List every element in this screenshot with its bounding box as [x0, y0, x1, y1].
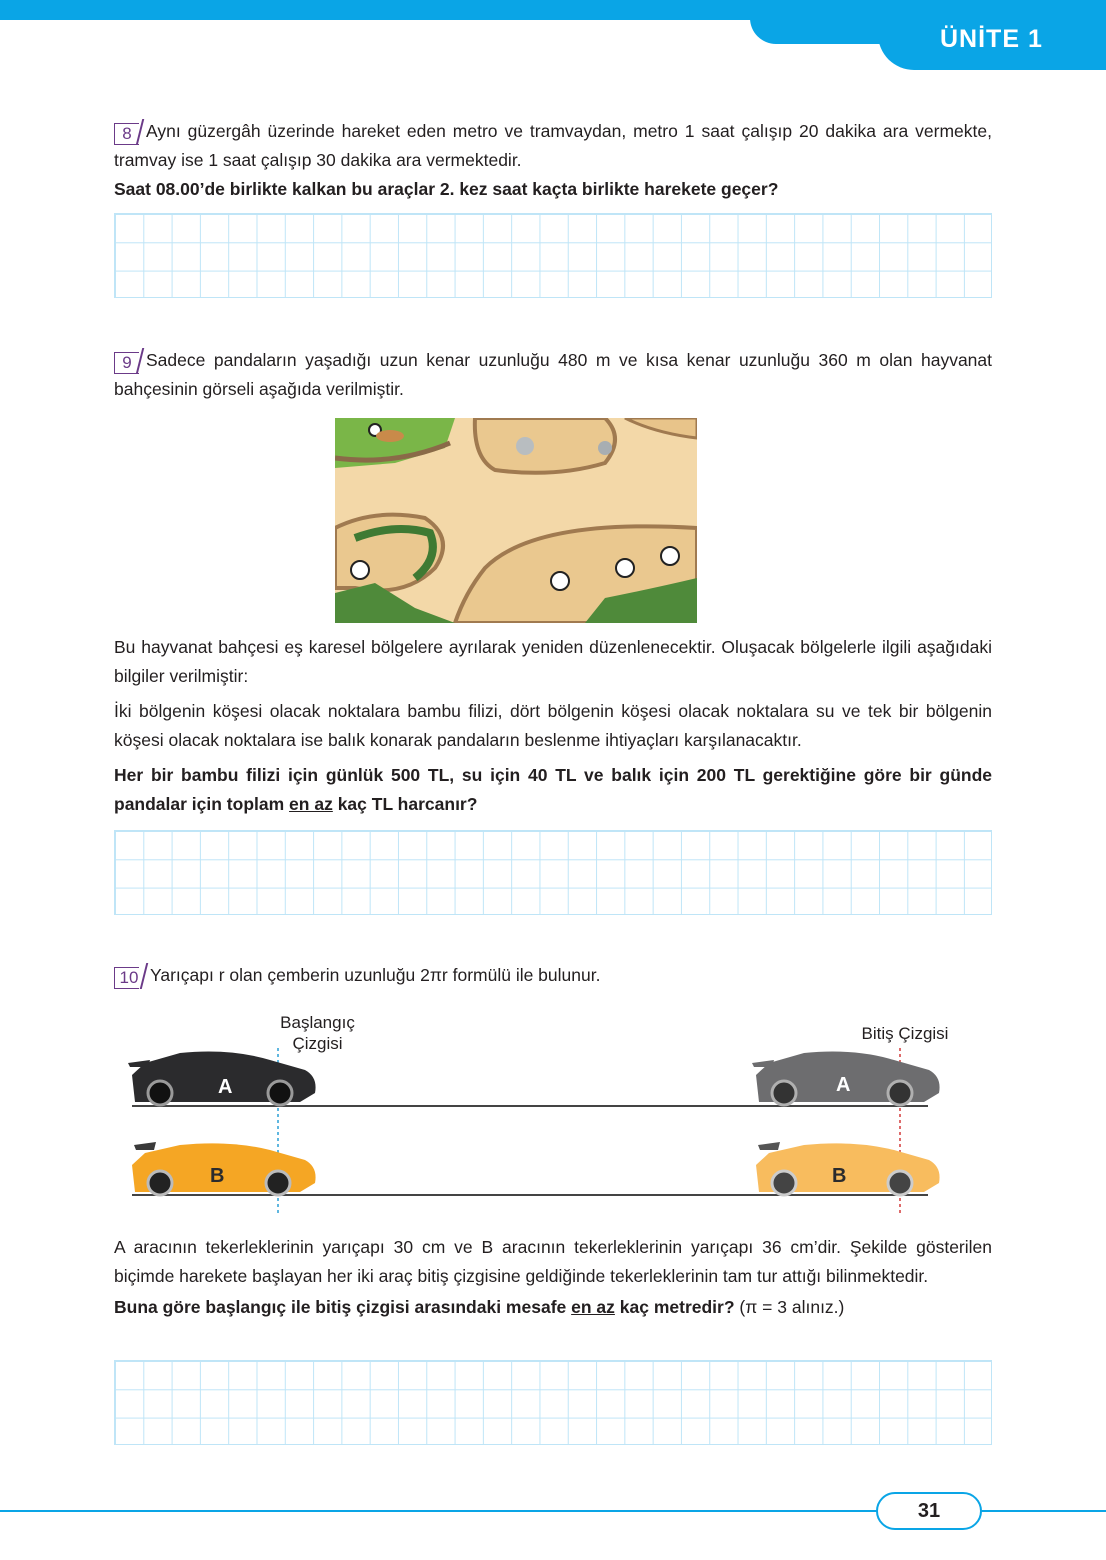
question-10: [114, 961, 992, 990]
car-b-finish-label: B: [832, 1165, 847, 1187]
car-b-finish: [756, 1142, 940, 1195]
zoo-illustration: [335, 418, 697, 623]
question-number: 10: [114, 967, 144, 989]
question-number: 9: [114, 352, 140, 374]
question-8: [114, 117, 992, 204]
paragraph: A aracının tekerleklerinin yarıçapı 30 cm ve B aracının tekerleklerinin yarıçapı 36 cm’dir. Şekilde gösterilen biçimde harekete başlayan her iki araç bitiş çizgisine geldiğinde tekerleklerinin tam tur attığı bilinmektedir.: [114, 1237, 992, 1286]
paragraph: Bu hayvanat bahçesi eş karesel bölgelere ayrılarak yeniden düzenlenecektir. Oluşacak bölgelerle ilgili aşağıdaki bilgiler verilmiştir:: [114, 637, 992, 686]
car-a-start-label: A: [218, 1076, 233, 1098]
car-b-start-label: B: [210, 1165, 225, 1187]
question-prompt: Saat 08.00’de birlikte kalkan bu araçlar 2. kez saat kaçta birlikte harekete geçer?: [114, 179, 779, 199]
paragraph: İki bölgenin köşesi olacak noktalara bambu filizi, dört bölgenin köşesi olacak noktalara su ve tek bir bölgenin köşesi olacak noktalara ise balık konarak pandaların beslenme ihtiyaçları karşılanacaktır.: [114, 701, 992, 750]
answer-grid-8[interactable]: [114, 213, 992, 298]
question-9-body: [114, 633, 992, 819]
unit-title: ÜNİTE 1: [940, 25, 1043, 53]
question-prompt: Buna göre başlangıç ile bitiş çizgisi arasındaki mesafe en az kaç metredir? (π = 3 alınız.): [114, 1297, 845, 1317]
question-text: Sadece pandaların yaşadığı uzun kenar uzunluğu 480 m ve kısa kenar uzunluğu 360 m olan hayvanat bahçesinin görseli aşağıda verilmiştir.: [114, 350, 992, 399]
question-prompt: Her bir bambu filizi için günlük 500 TL, su için 40 TL ve balık için 200 TL gerektiğine göre bir günde pandalar için toplam en az kaç TL harcanır?: [114, 765, 992, 814]
question-text: Yarıçapı r olan çemberin uzunluğu 2πr formülü ile bulunur.: [150, 965, 601, 985]
race-diagram: [120, 1005, 980, 1215]
question-text: Aynı güzergâh üzerinde hareket eden metro ve tramvaydan, metro 1 saat çalışıp 20 dakika ara vermekte, tramvay ise 1 saat çalışıp 30 dakika ara vermektedir.: [114, 121, 992, 170]
answer-grid-10[interactable]: [114, 1360, 992, 1445]
start-line-label: Başlangıç Çizgisi: [280, 1013, 355, 1053]
question-9: [114, 346, 992, 404]
car-a-finish-label: A: [836, 1074, 851, 1096]
question-10-body: [114, 1233, 992, 1322]
answer-grid-9[interactable]: [114, 830, 992, 915]
page-number: 31: [917, 1500, 941, 1522]
finish-line-label: Bitiş Çizgisi: [861, 1024, 949, 1043]
question-number: 8: [114, 123, 140, 145]
